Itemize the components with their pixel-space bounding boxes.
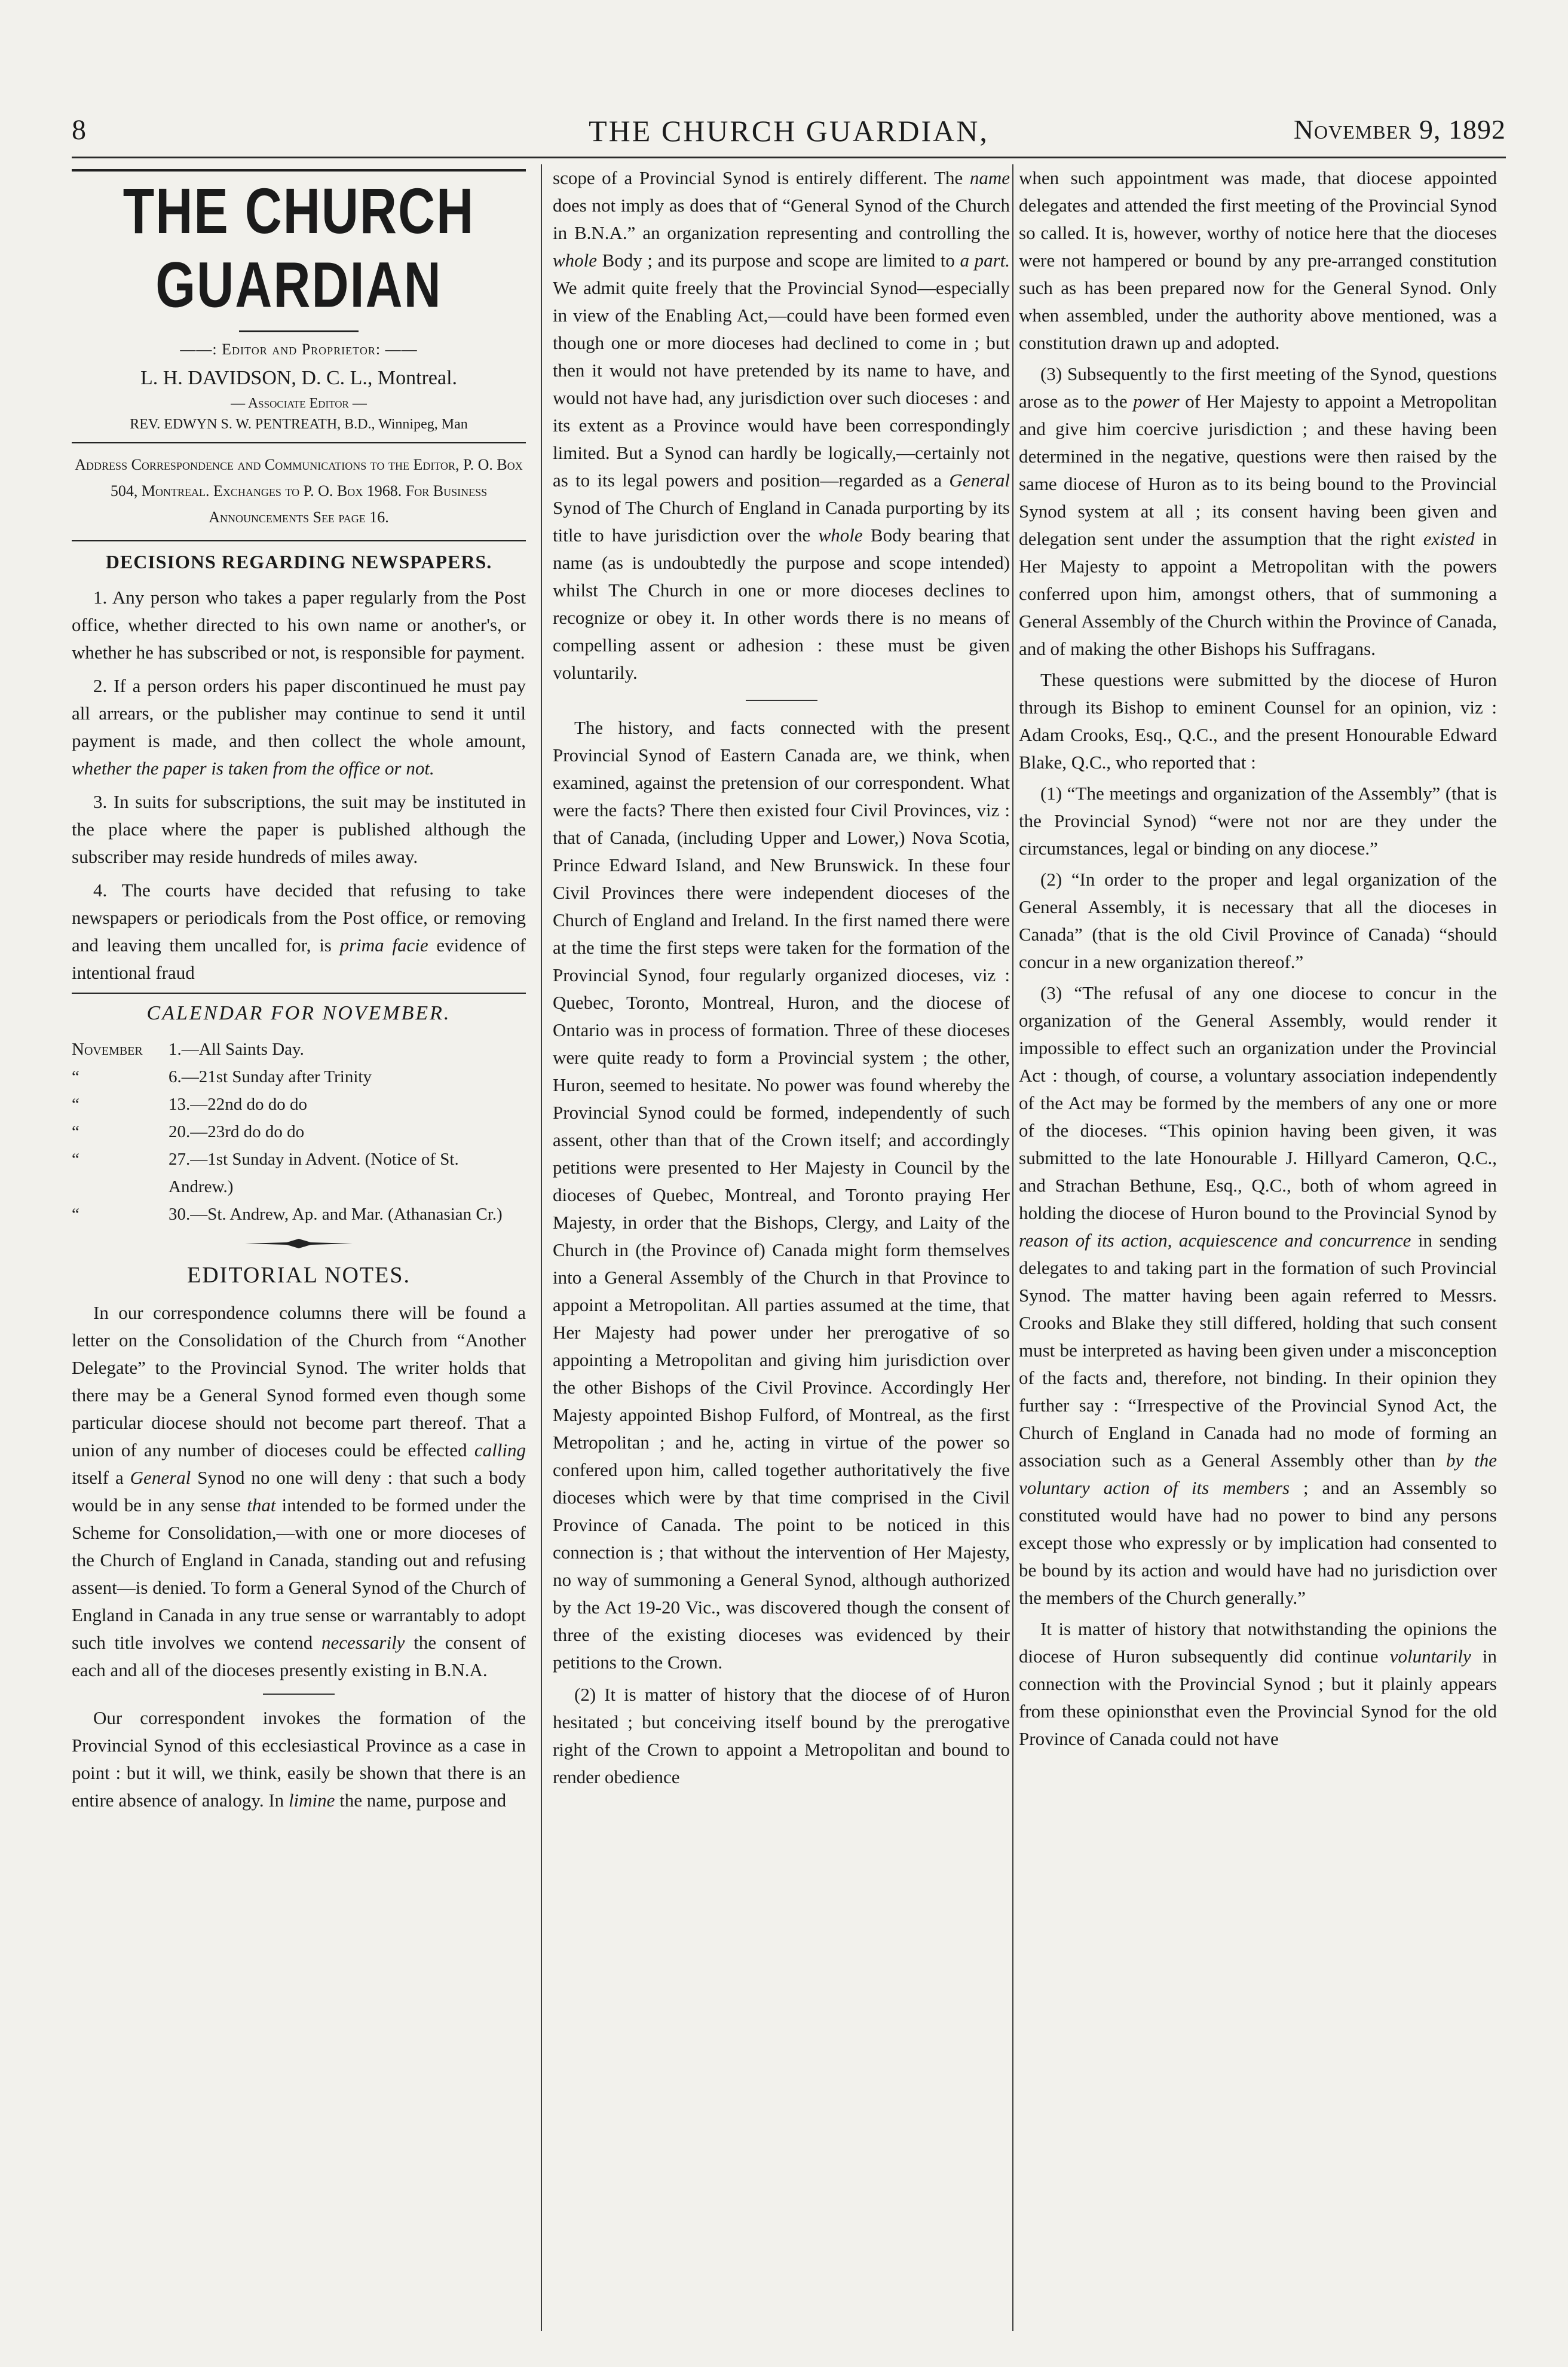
calendar-row — [72, 1146, 526, 1201]
text: in sending delegates to and taking part in the formation of such Provincial Synod. The matter having been again referred to Messrs. Crooks and Blake they still differed, holding that such consent must be interpreted as having been given under a misconception of the facts and, therefore, not binding. In their opinion they further say : “Irrespective of the Provincial Synod Act, the Church of England in Canada had no mode of forming an association such as a General Assembly other than — [1019, 1230, 1497, 1471]
italic: reason of its action, acquiescence and concurrence — [1019, 1230, 1411, 1251]
text: Synod of The Church of England in Canada purporting by its title to have jurisdiction over the — [553, 497, 1010, 546]
col3-paragraph-1: when such appointment was made, that diocese appointed delegates and attended the first meeting of the Provincial Synod so called. It is, however, worthy of notice here that the dioceses were not hampered or bound by any pre-arranged constitution such as has been prepared now for the General Synod. Only when assembled, under the authority above mentioned, was a constitution drawn up and adopted. — [1019, 167, 1497, 353]
text: Body ; and its purpose and scope are limited to — [602, 250, 955, 271]
paper-nameplate: THE CHURCH GUARDIAN — [122, 175, 475, 321]
col3-paragraph-6 — [1019, 979, 1497, 1612]
masthead-top-rule — [72, 169, 526, 172]
decision-4-end: evidence of intentional fraud — [72, 935, 526, 983]
ed-italic: necessarily — [321, 1632, 405, 1653]
text: scope of a Provincial Synod is entirely different. The — [553, 167, 963, 188]
nameplate-rule — [239, 330, 359, 332]
calendar-month: “ — [72, 1150, 79, 1169]
ed-text: intended to be formed under the Scheme for Consolidation,—with one or more dioceses of the Church of England in Canada, standing out and refusing assent—is denied. To form a General Synod of the Church of England in Canada in any true sense or warrantably to adopt such title involves we contend — [72, 1495, 526, 1653]
text: We admit quite freely that the Provincial Synod—especially in view of the Enabling Act,—could have been formed even though one or more dioceses had declined to come in ; but then it would not have pretended by its name to have, and would not have had, any jurisdiction over such dioceses : and its extent as a Province would have been correspondingly limited. But a Synod can hardly be logically,—certainly not as to its legal powers and position—regarded as a — [553, 277, 1010, 491]
page-header — [72, 114, 1506, 155]
editor-label: ——: Editor and Proprietor: —— — [180, 341, 418, 358]
column-1 — [72, 164, 526, 2331]
text: (3) Subsequently to the first meeting of the Synod, questions arose as to the — [1019, 363, 1497, 412]
italic: whole — [818, 525, 863, 546]
ed-italic: that — [247, 1495, 276, 1515]
ornament-divider-icon — [72, 1238, 526, 1253]
col2-paragraph-2: The history, and facts connected with the present Provincial Synod of Eastern Canada are, we think, when examined, against the pretension of our correspondent. What were the facts? There then existed four Civil Provinces, viz : that of Canada, (including Upper and Lower,) Nova Scotia, Prince Edward Island, and New Brunswick. In these four Civil Provinces there were independent dioceses of the Church of England and Ireland. In the first named there were at the time the first steps were taken for the formation of the Provincial Synod, four regularly organized dioceses, viz : Quebec, Toronto, Montreal, Huron, and the diocese of Ontario was in process of formation. Three of these dioceses were quite ready to form a Provincial system ; the other, Huron, seemed to hesitate. No power was found whereby the Provincial Synod could be formed, independently of such assent, other than that of the Crown itself; and accordingly petitions were presented to Her Majesty in Council by the dioceses of Quebec, Montreal, and Toronto praying Her Majesty, in order that the Bishops, Clergy, and Laity of the Church in (the Province of) Canada might form themselves into a General Assembly of the Church in that Province to appoint a Metropolitan. All parties assumed at the time, that Her Majesty had power under her prerogative of so appointing a Metropolitan and giving him jurisdiction over the other Bishops of the Civil Province. Accordingly Her Majesty appointed Bishop Fulford, of Montreal, as the first Metropolitan ; and he, acting in virtue of the power so confered upon him, called together authoritatively the five dioceses which were by that time comprised in the Civil Province of Canada. The point to be noticed in this connection is ; that without the intervention of Her Majesty, no way of summoning a General Synod, although authorized by the Act 19-20 Vic., was discovered though the consent of three of the existing dioceses was evidenced by their petitions to the Crown. — [553, 717, 1010, 1673]
italic: power — [1133, 391, 1180, 412]
associate-label: — Associate Editor — — [231, 396, 367, 411]
decision-3: 3. In suits for subscriptions, the suit may be instituted in the place where the paper is published although the subscriber may reside hundreds of miles away. — [72, 791, 526, 867]
decisions-heading: DECISIONS REGARDING NEWSPAPERS. — [105, 551, 492, 572]
paragraph-separator — [263, 1694, 335, 1695]
decision-2-text: 2. If a person orders his paper discontinued he must pay all arrears, or the publisher may continue to send it until payment is made, and then collect the whole amount, — [72, 675, 526, 751]
calendar-row — [72, 1036, 526, 1063]
editorial-paragraph-1 — [72, 1299, 526, 1684]
italic: name — [969, 167, 1010, 188]
running-masthead: THE CHURCH GUARDIAN, — [589, 114, 989, 148]
calendar-month: November — [72, 1040, 143, 1059]
editorial-notes-heading: EDITORIAL NOTES. — [187, 1263, 411, 1288]
calendar-entry: 1.—All Saints Day. — [169, 1040, 304, 1059]
calendar-entry: 6.—21st Sunday after Trinity — [169, 1067, 372, 1086]
paragraph-separator — [746, 700, 817, 701]
page-number: 8 — [72, 114, 86, 146]
text: in Her Majesty to appoint a Metropolitan with the powers conferred upon him, amongst others, that of summoning a General Assembly of the Church within the Province of Canada, and of making the other Bishops his Suffragans. — [1019, 528, 1497, 659]
col3-paragraph-4: (1) “The meetings and organization of the Assembly” (that is the Provincial Synod) “were not nor are they under the circumstances, legal or binding on any diocese.” — [1019, 783, 1497, 859]
decision-2-italic: whether the paper is taken from the office or not. — [72, 758, 434, 779]
col2-paragraph-3: (2) It is matter of history that the diocese of of Huron hesitated ; but conceiving itself bound by the prerogative right of the Crown to appoint a Metropolitan and bound to render obedience — [553, 1684, 1010, 1787]
ed-italic: limine — [288, 1790, 335, 1811]
ed-text: the name, purpose and — [339, 1790, 507, 1811]
calendar-table — [72, 1036, 526, 1228]
italic: a part. — [960, 250, 1010, 271]
col3-paragraph-7 — [1019, 1615, 1497, 1753]
calendar-row — [72, 1118, 526, 1146]
ed-italic: General — [130, 1467, 191, 1488]
text: ; and an Assembly so constituted would have had no power to bind any persons except those who expressly or by implication had consented to be bound by its action and would have had no jurisdiction over the members of the Church generally.” — [1019, 1477, 1497, 1608]
associate-editor-name: REV. EDWYN S. W. PENTREATH, B.D., Winnipeg, Man — [130, 417, 468, 432]
col2-paragraph-1 — [553, 164, 1010, 687]
editorial-paragraph-2 — [72, 1704, 526, 1814]
address-top-rule — [72, 442, 526, 443]
decision-4-italic: prima facie — [339, 935, 428, 956]
column-rule-2 — [1012, 164, 1013, 2331]
col3-paragraph-2 — [1019, 360, 1497, 663]
calendar-entry: 27.—1st Sunday in Advent. (Notice of St. Andrew.) — [169, 1150, 459, 1196]
calendar-month: “ — [72, 1067, 79, 1086]
text: does not imply as does that of “General Synod of the Church in B.N.A.” an organization representing and controlling the — [553, 195, 1010, 243]
calendar-entry: 20.—23rd do do do — [169, 1122, 305, 1141]
italic: voluntarily — [1389, 1646, 1471, 1667]
col3-paragraph-5: (2) “In order to the proper and legal organization of the General Assembly, it is necessary that all the dioceses in Canada” (that is the old Civil Province of Canada) “should concur in a new organization thereof.” — [1019, 869, 1497, 972]
ed-italic: calling — [474, 1440, 526, 1460]
ed-text: itself a — [72, 1467, 124, 1488]
issue-date: November 9, 1892 — [1293, 114, 1506, 145]
editor-label-text: Editor and Proprietor: — [222, 341, 381, 358]
decision-1: 1. Any person who takes a paper regularly from the Post office, whether directed to his own name or another's, or whether he has subscribed or not, is responsible for payment. — [72, 587, 526, 663]
calendar-month: “ — [72, 1122, 79, 1141]
ed-text: In our correspondence columns there will be found a letter on the Consolidation of the Church from “Another Delegate” to the Provincial Synod. The writer holds that there may be a General Synod formed even though some particular diocese should not become part thereof. That a union of any number of dioceses could be effected — [72, 1302, 526, 1460]
decision-4-text: 4. The courts have decided that refusing to take newspapers or periodicals from the Post office, or removing and leaving them uncalled for, is — [72, 880, 526, 956]
address-bottom-rule — [72, 540, 526, 541]
italic: by the voluntary action of its members — [1019, 1450, 1497, 1498]
editor-name: L. H. DAVIDSON, D. C. L., Montreal. — [140, 367, 458, 389]
col3-paragraph-3: These questions were submitted by the diocese of Huron through its Bishop to eminent Counsel for an opinion, viz : Adam Crooks, Esq., Q.C., and the present Honourable Edward Blake, Q.C., who reported that : — [1019, 669, 1497, 773]
italic: existed — [1423, 528, 1475, 549]
italic: whole — [553, 250, 598, 271]
text: of Her Majesty to appoint a Metropolitan and give him coercive jurisdiction ; and these having been determined in the negative, questions were then raised by the same diocese of Huron as to its being bound to the Provincial Synod system at all ; its consent having been given and delegation sent under the assumption that the right — [1019, 391, 1497, 549]
calendar-entry: 30.—St. Andrew, Ap. and Mar. (Athanasian Cr.) — [169, 1205, 503, 1224]
text: It is matter of history that notwithstanding the opinions the diocese of Huron subsequently did continue — [1019, 1618, 1497, 1667]
header-rule — [72, 157, 1506, 158]
calendar-entry: 13.—22nd do do do — [169, 1095, 307, 1114]
associate-label-text: Associate Editor — [247, 396, 349, 411]
column-3 — [1019, 164, 1497, 2331]
decision-2 — [72, 672, 526, 782]
calendar-month: “ — [72, 1205, 79, 1224]
ed-text: the consent of each and all of the dioceses presently existing in B.N.A. — [72, 1632, 526, 1680]
calendar-heading: CALENDAR FOR NOVEMBER. — [146, 1002, 451, 1024]
decision-4 — [72, 877, 526, 987]
decisions-bottom-rule — [72, 993, 526, 994]
ed-text: Our correspondent invokes the formation of the Provincial Synod of this ecclesiastical Province as a case in point : but it will, we think, easily be shown that there is an entire absence of analogy. In — [72, 1707, 526, 1811]
text: Body bearing that name (as is undoubtedly the purpose and scope intended) whilst The Church in one or more dioceses declines to recognize or obey it. In other words there is no means of compelling assent or adhesion : these must be given voluntarily. — [553, 525, 1010, 683]
italic: General — [949, 470, 1010, 491]
column-rule-1 — [541, 164, 542, 2331]
column-2 — [553, 164, 1010, 2331]
calendar-row — [72, 1201, 526, 1228]
calendar-row — [72, 1063, 526, 1091]
ed-text: Synod no one will deny : that such a body would be in any sense — [72, 1467, 526, 1515]
calendar-row — [72, 1091, 526, 1118]
calendar-month: “ — [72, 1095, 79, 1114]
text: (3) “The refusal of any one diocese to concur in the organization of the General Assembly, would render it impossible to effect such an organization under the Provincial Act : though, of course, a voluntary association independently of the Act may be formed by the members of any one or more of the dioceses. “This opinion having been given, it was submitted to the late Honourable J. Hillyard Cameron, Q.C., and Strachan Bethune, Esq., Q.C., both of whom agreed in holding the diocese of Huron bound to the Provincial Synod by — [1019, 982, 1497, 1223]
text: in connection with the Provincial Synod ; but it plainly appears from these opinionsthat even the Provincial Synod for the old Province of Canada could not have — [1019, 1646, 1497, 1749]
address-notice: Address Correspondence and Communications to the Editor, P. O. Box 504, Montreal. Exchanges to P. O. Box 1968. For Business Announcements See page 16. — [75, 456, 523, 526]
